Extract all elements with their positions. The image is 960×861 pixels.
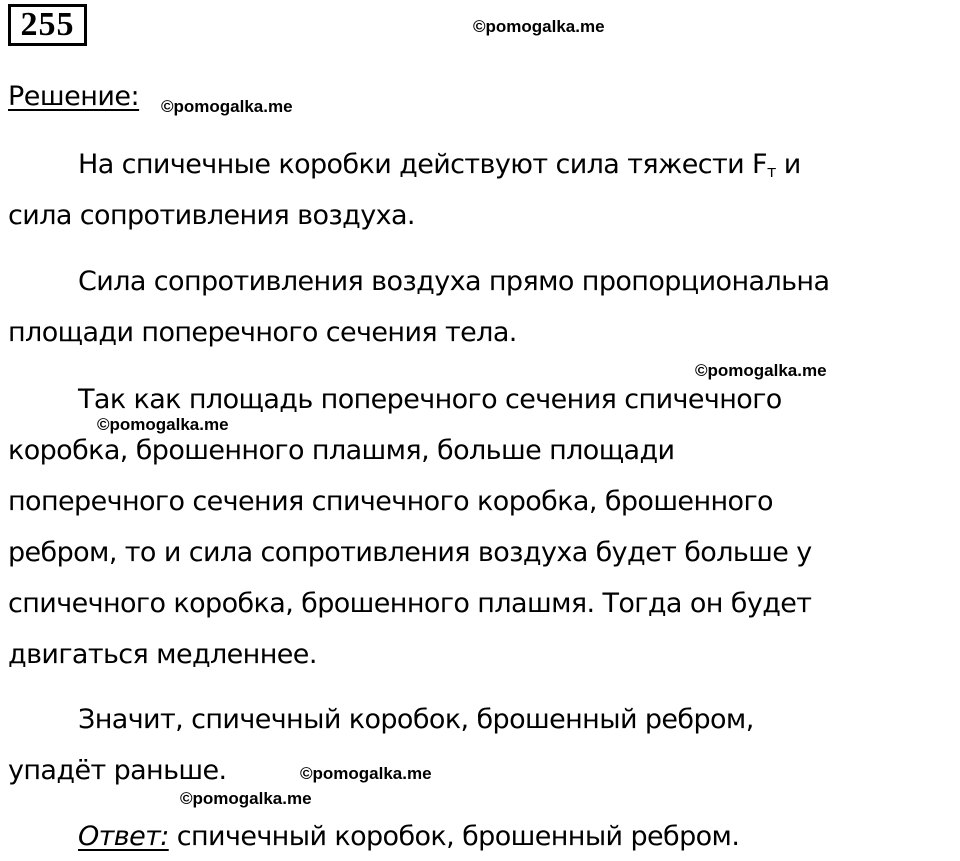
p3-line4: ребром, то и сила сопротивления воздуха будет больше у: [8, 537, 812, 568]
task-number: 255: [8, 4, 87, 46]
solution-heading: Решение:: [8, 81, 140, 112]
p3-line1: Так как площадь поперечного сечения спичечного: [78, 384, 782, 415]
watermark-bottom-right: ©pomogalka.me: [300, 764, 432, 783]
p3-line5: спичечного коробка, брошенного плашмя. Тогда он будет: [8, 588, 812, 619]
answer-text: спичечный коробок, брошенный ребром.: [168, 821, 740, 852]
p2-line1: Сила сопротивления воздуха прямо пропорциональна: [78, 266, 830, 297]
watermark-mid-right: ©pomogalka.me: [695, 361, 827, 380]
watermark-top: ©pomogalka.me: [473, 17, 605, 36]
p2-line2: площади поперечного сечения тела.: [8, 317, 517, 348]
p4-line2: упадёт раньше.: [8, 755, 227, 786]
p3-line6: двигаться медленнее.: [8, 639, 317, 670]
watermark-mid-left: ©pomogalka.me: [97, 415, 229, 434]
answer-line: [78, 820, 739, 854]
p3-line2: коробка, брошенного плашмя, больше площади: [8, 435, 675, 466]
answer-label: Ответ:: [78, 821, 169, 852]
p1-line1-text: На спичечные коробки действуют сила тяжести F: [78, 149, 767, 180]
gravity-subscript: т: [766, 162, 776, 181]
p3-line3: поперечного сечения спичечного коробка, брошенного: [8, 486, 773, 517]
p1-line1-end: и: [775, 149, 801, 180]
p1-line2: сила сопротивления воздуха.: [8, 200, 415, 231]
watermark-heading: ©pomogalka.me: [161, 97, 293, 116]
watermark-bottom-left: ©pomogalka.me: [180, 789, 312, 808]
p4-line1: Значит, спичечный коробок, брошенный ребром,: [78, 704, 754, 735]
p1-line1: [78, 148, 801, 189]
